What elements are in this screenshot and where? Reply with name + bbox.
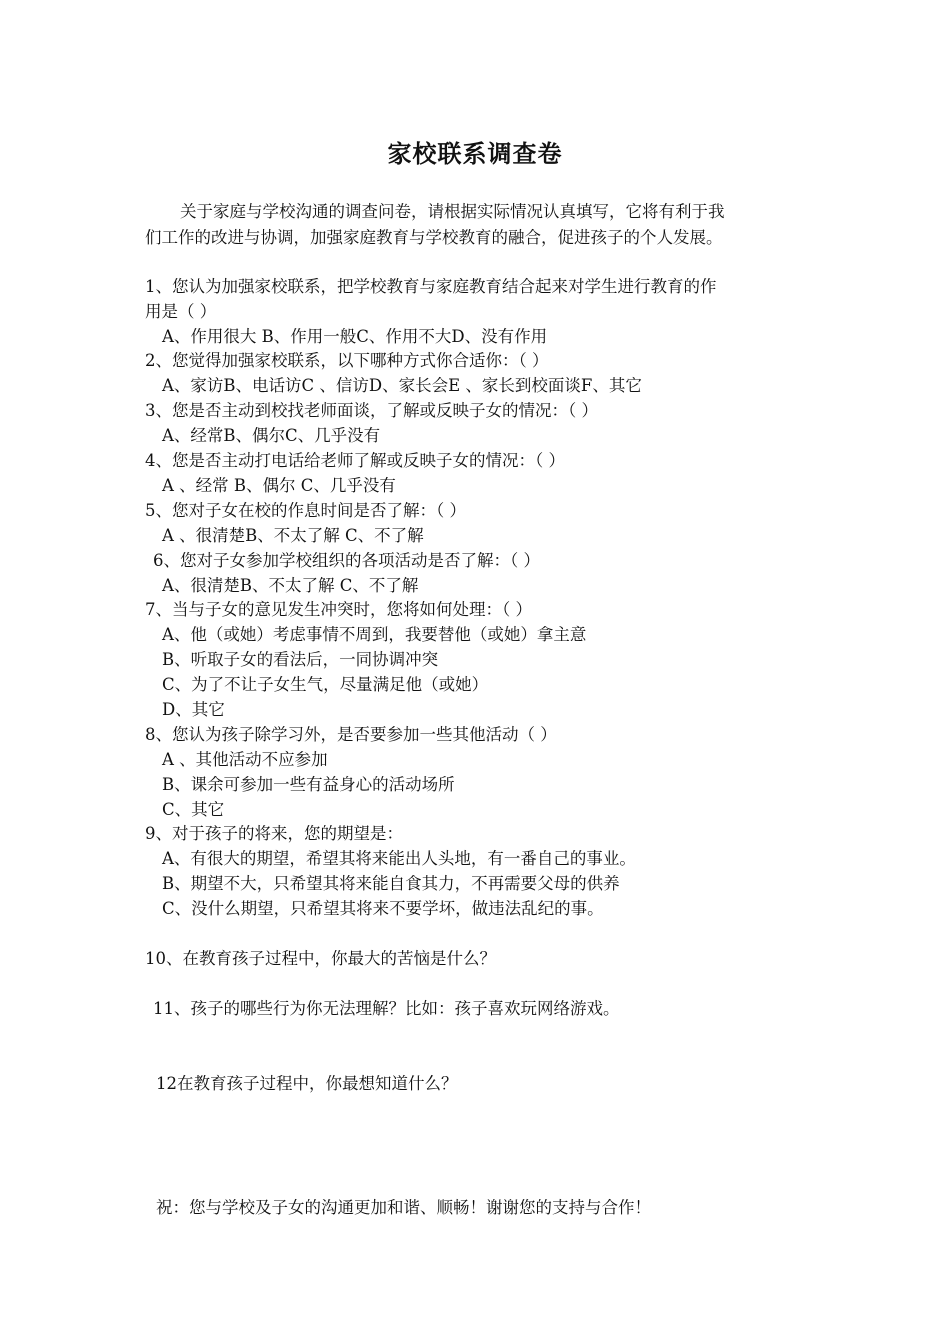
intro-line-1: 关于家庭与学校沟通的调查问卷，请根据实际情况认真填写，它将有利于我	[180, 202, 725, 221]
question-3: 3、您是否主动到校找老师面谈，了解或反映子女的情况：（ ）	[145, 401, 598, 420]
question-10: 10、在教育孩子过程中，你最大的苦恼是什么？	[145, 949, 496, 968]
question-6: 6、您对子女参加学校组织的各项活动是否了解：（ ）	[153, 551, 540, 570]
question-9: 9、对于孩子的将来，您的期望是：	[145, 824, 403, 843]
question-8-option-a: A 、其他活动不应参加	[162, 750, 328, 769]
page-title: 家校联系调查卷	[387, 139, 563, 168]
question-6-options: A、很清楚B、不太了解 C、不了解	[162, 576, 419, 595]
question-1-line-1: 1、您认为加强家校联系，把学校教育与家庭教育结合起来对学生进行教育的作	[145, 277, 717, 296]
question-7-option-a: A、他（或她）考虑事情不周到，我要替他（或她）拿主意	[162, 625, 587, 644]
question-2-options: A、家访B、电话访C 、信访D、家长会E 、家长到校面谈F、其它	[162, 376, 642, 395]
question-9-option-b: B、期望不大，只希望其将来能自食其力，不再需要父母的供养	[162, 874, 620, 893]
question-8: 8、您认为孩子除学习外，是否要参加一些其他活动（ ）	[145, 725, 557, 744]
intro-line-2: 们工作的改进与协调，加强家庭教育与学校教育的融合，促进孩子的个人发展。	[145, 228, 723, 247]
question-3-options: A、经常B、偶尔C、几乎没有	[162, 426, 381, 445]
question-4: 4、您是否主动打电话给老师了解或反映子女的情况：（ ）	[145, 451, 565, 470]
question-5: 5、您对子女在校的作息时间是否了解：（ ）	[145, 501, 466, 520]
question-8-option-c: C、其它	[162, 800, 225, 819]
question-2: 2、您觉得加强家校联系，以下哪种方式你合适你：（ ）	[145, 351, 549, 370]
question-5-options: A 、很清楚B、不太了解 C、不了解	[162, 526, 424, 545]
question-4-options: A 、经常 B、偶尔 C、几乎没有	[162, 476, 396, 495]
question-7-option-c: C、为了不让子女生气，尽量满足他（或她）	[162, 675, 489, 694]
question-9-option-c: C、没什么期望，只希望其将来不要学坏，做违法乱纪的事。	[162, 899, 604, 918]
question-7: 7、当与子女的意见发生冲突时，您将如何处理：（ ）	[145, 600, 532, 619]
question-1-options: A、作用很大 B、作用一般C、作用不大D、没有作用	[162, 327, 548, 346]
question-7-option-d: D、其它	[162, 700, 225, 719]
question-11: 11、孩子的哪些行为你无法理解？比如：孩子喜欢玩网络游戏。	[153, 999, 620, 1018]
question-9-option-a: A、有很大的期望，希望其将来能出人头地，有一番自己的事业。	[162, 849, 636, 868]
question-7-option-b: B、听取子女的看法后，一同协调冲突	[162, 650, 439, 669]
question-12: 12在教育孩子过程中，你最想知道什么？	[156, 1074, 458, 1093]
closing-message: 祝：您与学校及子女的沟通更加和谐、顺畅！谢谢您的支持与合作！	[156, 1198, 651, 1217]
question-1-line-2: 用是（ ）	[145, 302, 217, 321]
question-8-option-b: B、课余可参加一些有益身心的活动场所	[162, 775, 455, 794]
